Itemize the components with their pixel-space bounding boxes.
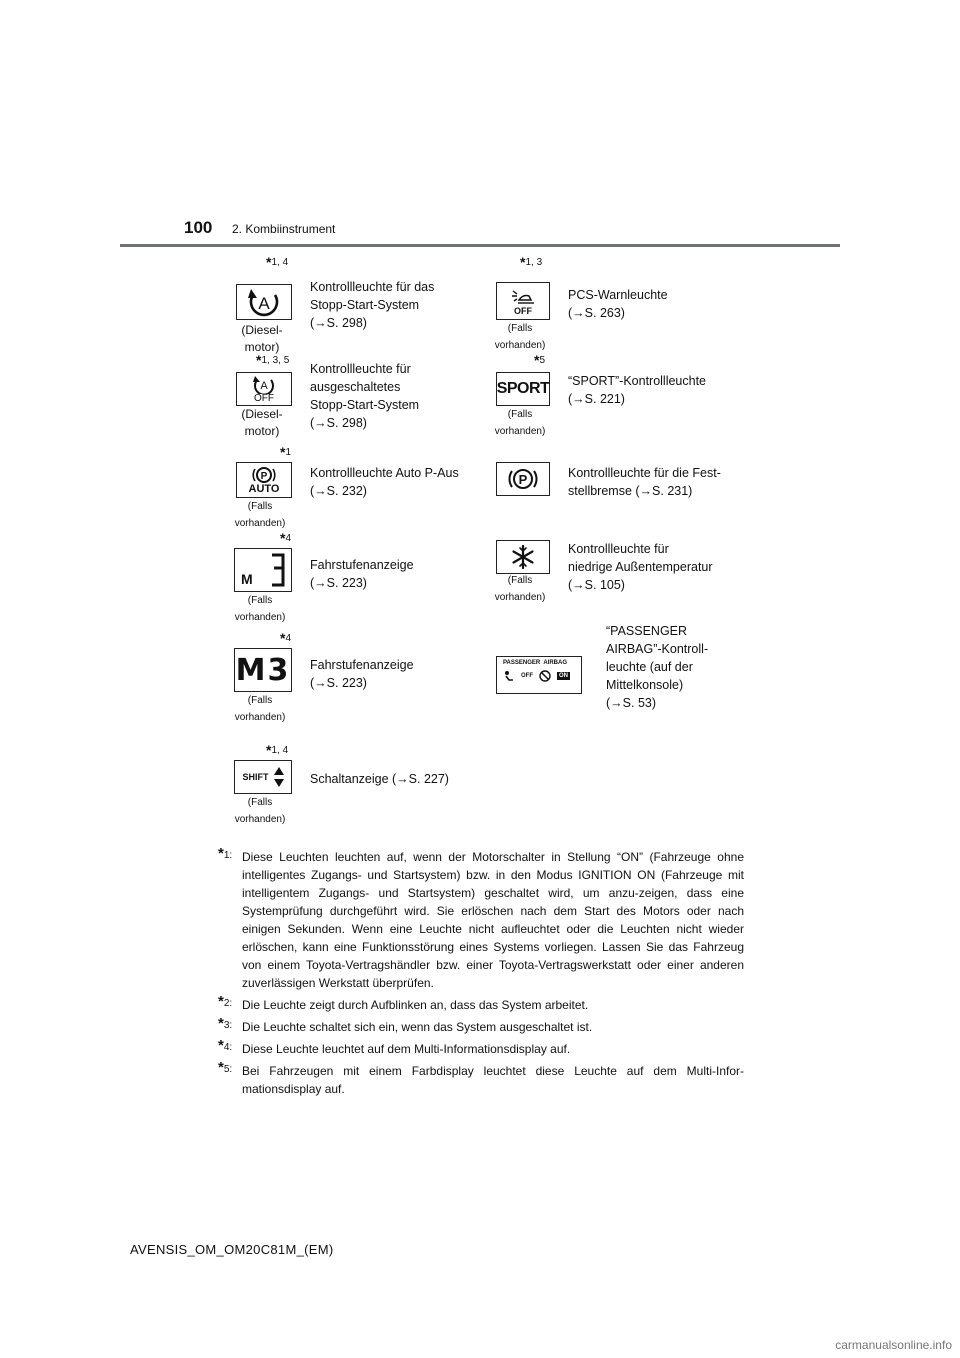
indicator-cell bbox=[232, 630, 492, 748]
stop-start-off-icon: A OFF bbox=[236, 372, 292, 406]
indicator-cell bbox=[492, 624, 752, 748]
sport-icon: SPORT bbox=[496, 372, 550, 406]
footnote: *4: Diese Leuchte leuchtet auf dem Multi-Informationsdisplay auf. bbox=[218, 1037, 571, 1056]
footnote-ref: *4 bbox=[280, 630, 292, 646]
indicator-description: Kontrollleuchte für niedrige Außentemperatur (→S. 105) bbox=[568, 542, 713, 592]
svg-text:A: A bbox=[258, 294, 270, 313]
indicator-description: Kontrollleuchte für das Stopp-Start-System (→S. 298) bbox=[310, 280, 435, 330]
table-row bbox=[232, 254, 752, 354]
gear-m3-segment-icon: M bbox=[234, 548, 292, 592]
table-row bbox=[232, 624, 752, 748]
indicator-description: “PASSENGER AIRBAG”-Kontroll- leuchte (auf der Mittelkonsole) (→S. 53) bbox=[606, 624, 709, 710]
table-row bbox=[232, 742, 752, 836]
indicator-description: Kontrollleuchte für die Fest- stellbremse (→S. 231) bbox=[568, 466, 721, 498]
indicator-description: Kontrollleuchte Auto P-Aus (→S. 232) bbox=[310, 466, 459, 498]
footnote-ref: *1 bbox=[280, 444, 292, 460]
stop-start-a-icon bbox=[236, 284, 292, 320]
indicator-cell bbox=[232, 530, 492, 640]
indicator-cell bbox=[232, 742, 492, 836]
footnote-ref: *1, 3, 5 bbox=[256, 352, 290, 368]
icon-caption: (Falls vorhanden) bbox=[234, 595, 286, 623]
page-number: 100 bbox=[184, 218, 213, 237]
table-row bbox=[232, 354, 752, 442]
snowflake-icon bbox=[496, 540, 550, 574]
indicator-description: PCS-Warnleuchte (→S. 263) bbox=[568, 288, 668, 320]
indicator-description: Fahrstufenanzeige (→S. 223) bbox=[310, 558, 414, 590]
icon-caption: (Falls vorhanden) bbox=[494, 323, 546, 351]
header-rule bbox=[120, 244, 840, 247]
indicator-description: Schaltanzeige (→S. 227) bbox=[310, 772, 449, 786]
footnote: *2: Die Leuchte zeigt durch Aufblinken an, dass das System arbeitet. bbox=[218, 993, 589, 1012]
gear-m3-icon: M3 bbox=[234, 648, 292, 692]
table-row bbox=[232, 442, 752, 536]
footnote-ref: *1, 3 bbox=[520, 254, 543, 270]
document-id: AVENSIS_OM_OM20C81M_(EM) bbox=[130, 1242, 334, 1257]
pcs-off-icon: OFF bbox=[496, 282, 550, 320]
footnote: *3: Die Leuchte schaltet sich ein, wenn das System ausgeschaltet ist. bbox=[218, 1015, 593, 1034]
indicator-cell bbox=[492, 254, 752, 354]
indicator-cell bbox=[492, 442, 752, 536]
shift-indicator-icon: SHIFT bbox=[234, 760, 292, 794]
footnote: *1: Diese Leuchten leuchten auf, wenn der Motorschalter in Stellung “ON” (Fahrzeuge ohne intelligentes Zugangs- und Startsystem) bzw. in den Modus IGNITION ON (Fahrzeuge mit intelligentem Zugangs- und Startsystem) geschaltet wird, um anzu-zeigen, dass eine Systemprüfung durchgeführt wird. Sie erlöschen nach dem Start des Motors oder nach einigen Sekunden. Wenn eine Leuchte nicht aufleuchtet oder die Leuchten nicht wieder erlöschen, kann eine Funktionsstörung eines Systems vorliegen. Lassen Sie das Fahrzeug von einem Toyota-Vertragshändler bzw. einer Toyota-Vertragswerkstatt oder einer anderen zuverlässigen Werkstatt überprüfen. bbox=[218, 845, 744, 990]
indicator-description: Fahrstufenanzeige (→S. 223) bbox=[310, 658, 414, 690]
footnote-ref: *5 bbox=[534, 352, 546, 368]
icon-caption: (Diesel- motor) bbox=[241, 323, 283, 354]
footnotes bbox=[218, 845, 744, 1102]
footnote: *5: Bei Fahrzeugen mit einem Farbdisplay leuchtet diese Leuchte auf dem Multi-Infor-mationsdisplay auf. bbox=[218, 1059, 744, 1096]
indicator-cell bbox=[492, 354, 752, 442]
footnote-ref: *1, 4 bbox=[266, 254, 289, 270]
icon-caption: (Falls vorhanden) bbox=[494, 575, 546, 603]
icon-caption: (Falls vorhanden) bbox=[234, 695, 286, 723]
svg-text:P: P bbox=[518, 472, 528, 487]
section-title: 2. Kombiinstrument bbox=[232, 222, 336, 236]
indicator-cell bbox=[232, 354, 492, 442]
parking-brake-icon bbox=[496, 462, 550, 496]
auto-p-icon: P AUTO bbox=[236, 462, 292, 498]
indicator-table bbox=[232, 254, 752, 836]
icon-caption: (Diesel- motor) bbox=[241, 407, 283, 438]
footnote-ref: *1, 4 bbox=[266, 742, 289, 758]
icon-caption: (Falls vorhanden) bbox=[234, 797, 286, 825]
svg-text:P: P bbox=[260, 470, 268, 482]
indicator-description: “SPORT”-Kontrollleuchte (→S. 221) bbox=[568, 374, 707, 406]
indicator-cell bbox=[232, 254, 492, 354]
watermark: carmanualsonline.info bbox=[835, 1338, 952, 1352]
icon-caption: (Falls vorhanden) bbox=[494, 409, 546, 437]
svg-text:A: A bbox=[260, 379, 268, 392]
icon-caption: (Falls vorhanden) bbox=[234, 501, 286, 529]
footnote-ref: *4 bbox=[280, 530, 292, 546]
indicator-description: Kontrollleuchte für ausgeschaltetes Stopp-Start-System (→S. 298) bbox=[310, 362, 420, 430]
indicator-cell bbox=[232, 442, 492, 536]
passenger-airbag-icon: PASSENGER AIRBAG OFF ON bbox=[496, 656, 582, 694]
